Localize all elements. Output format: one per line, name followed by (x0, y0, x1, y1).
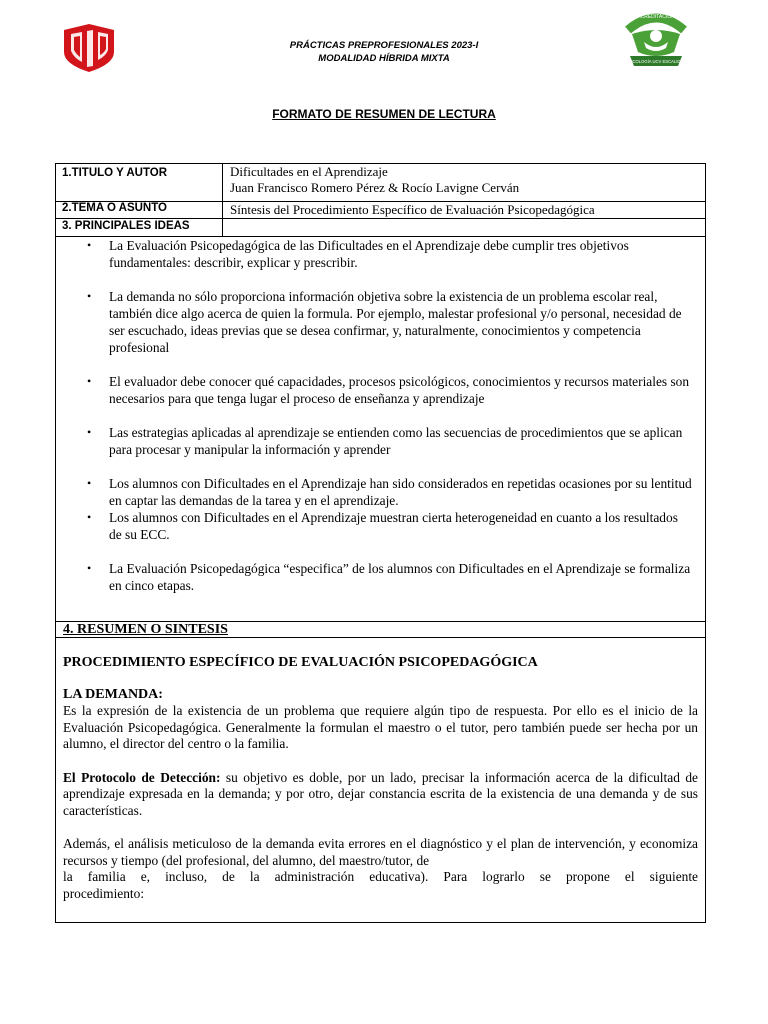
idea-item: • La demanda no sólo proporciona información objetiva sobre la existencia de un problema escolar real, también dice algo acerca de quien la formula. Por ejemplo, malestar profesional y/o personal, necesidad de ser escuchado, ideas previas que se desea confirmar, y, naturalmente, conocimientos y competencia profesional (109, 288, 693, 356)
spacer (63, 819, 698, 836)
spacer (63, 753, 698, 770)
summary-section-label: 4. RESUMEN O SINTESIS (56, 622, 706, 638)
idea-item: • Las estrategias aplicadas al aprendizaje se entienden como las secuencias de procedimientos que se aplican para procesar y manipular la información y aprender (109, 424, 693, 458)
protocolo-paragraph (63, 770, 698, 820)
topic-value: Síntesis del Procedimiento Específico de Evaluación Psicopedagógica (223, 202, 706, 219)
reading-summary-table (55, 163, 706, 923)
demanda-title: LA DEMANDA: (63, 687, 163, 702)
idea-item: • Los alumnos con Dificultades en el Aprendizaje han sido considerados en repetidas ocasiones por su lentitud en captar las demandas de la tarea y en el aprendizaje. (109, 475, 693, 509)
demanda-text: Es la expresión de la existencia de un problema que requiere algún tipo de respuesta. Por ello es el inicio de la Evaluación Psicopedagógica. Generalmente la formulan el maestro o el tutor, pero también puede ser hecha por un alumno, el director del centro o la familia. (63, 703, 698, 751)
ideas-cell (56, 237, 706, 622)
header-line-1: PRÁCTICAS PREPROFESIONALES 2023-I (289, 40, 479, 51)
protocolo-title: El Protocolo de Detección: (63, 769, 221, 785)
idea-item: • La Evaluación Psicopedagógica “especifica” de los alumnos con Dificultades en el Aprendizaje se formaliza en cinco etapas. (109, 560, 693, 594)
idea-item: • El evaluador debe conocer qué capacidades, procesos psicológicos, conocimientos y recursos materiales son necesarios para que tenga lugar el proceso de enseñanza y aprendizaje (109, 373, 693, 407)
book-authors: Juan Francisco Romero Pérez & Rocío Lavigne Cerván (230, 180, 520, 195)
seal-top-text: ACREDITACIÓN (637, 14, 675, 20)
ademas-text-1: Además, el análisis meticuloso de la demanda evita errores en el diagnóstico y el plan de intervención, y economiza recursos y tiempo (del profesional, del alumno, del maestro/tutor, de (63, 836, 698, 868)
book-title: Dificultades en el Aprendizaje (230, 164, 388, 179)
topic-label: 2.TEMA O ASUNTO (56, 202, 223, 219)
main-ideas-label: 3. PRINCIPALES IDEAS (56, 219, 223, 237)
summary-heading: PROCEDIMIENTO ESPECÍFICO DE EVALUACIÓN PSICOPEDAGÓGICA (63, 655, 538, 670)
title-author-row (56, 164, 706, 202)
idea-item: • Los alumnos con Dificultades en el Aprendizaje muestran cierta heterogeneidad en cuanto a los resultados de su ECC. (109, 509, 693, 543)
header-line-2: MODALIDAD HÍBRIDA MIXTA (318, 53, 450, 64)
main-ideas-empty-cell (223, 219, 706, 237)
summary-cell (56, 638, 706, 923)
main-ideas-row (56, 219, 706, 237)
topic-row (56, 202, 706, 219)
protocolo-text: su objetivo es doble, por un lado, precisar la información acerca de la dificultad de aprendizaje expresada en la demanda; y por otro, dejar constancia escrita de la existencia de una demanda y de sus características. (63, 769, 698, 818)
ademas-text-3: procedimiento: (63, 885, 145, 901)
seal-band-text: PSICOLOGÍA UCV ESCALIDAD (625, 59, 687, 64)
title-author-label: 1.TITULO Y AUTOR (56, 164, 223, 202)
ademas-text-2: la familia e, incluso, de la administración educativa). Para lograrlo se propone el siguiente (63, 869, 698, 884)
document-title: FORMATO DE RESUMEN DE LECTURA (272, 107, 496, 121)
summary-label-row (56, 622, 706, 638)
idea-item: • La Evaluación Psicopedagógica de las Dificultades en el Aprendizaje debe cumplir tres objetivos fundamentales: describir, explicar y prescribir. (109, 237, 693, 271)
summary-content-row (56, 638, 706, 923)
ideas-content-row (56, 237, 706, 622)
ideas-list (56, 237, 705, 594)
title-author-value (223, 164, 706, 202)
